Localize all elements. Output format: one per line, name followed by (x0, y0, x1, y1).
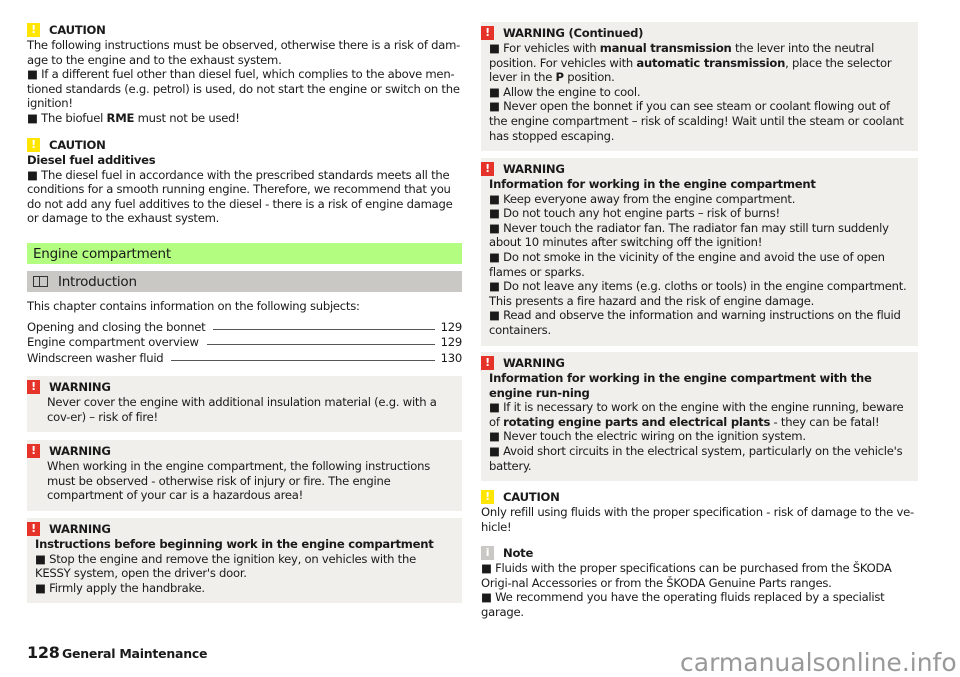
paragraph (489, 429, 910, 444)
exclamation-icon: ! (481, 490, 494, 504)
bold-text: Instructions before beginning work in the engine compartment (35, 537, 434, 551)
note-title: Note (503, 545, 534, 560)
paragraph (489, 308, 910, 337)
paragraph (47, 459, 454, 503)
bold-text: RME (106, 110, 135, 125)
toc-page[interactable]: 129 (440, 319, 462, 334)
warning-header (485, 25, 910, 40)
warning-block (27, 440, 462, 511)
text: the lever into the neutral position. For vehicles with (489, 41, 875, 70)
warning-text (489, 177, 910, 338)
text: ■ Firmly apply the handbrake. (35, 580, 205, 595)
text: ■ Fluids with the proper specifications can be purchased from the ŠKODA Origi-nal Accessories or from the ŠKODA Genuine Parts ranges. (481, 561, 892, 590)
paragraph (481, 505, 918, 534)
caution-header (27, 137, 462, 152)
warning-block (481, 352, 918, 481)
toc-entry[interactable] (27, 318, 462, 334)
exclamation-icon: ! (27, 444, 40, 458)
warning-header (485, 355, 910, 370)
toc-entry[interactable] (27, 334, 462, 350)
warning-title: WARNING (503, 161, 565, 176)
paragraph (489, 444, 910, 473)
text: ■ The biofuel (27, 110, 107, 125)
warning-header (485, 161, 910, 176)
warning-text (35, 459, 454, 503)
bold-text: automatic transmission (636, 55, 786, 70)
paragraph (489, 192, 910, 207)
warning-title: WARNING (49, 521, 111, 536)
toc-label[interactable]: Opening and closing the bonnet (27, 319, 206, 334)
paragraph (489, 371, 910, 400)
paragraph (481, 590, 918, 619)
text: position. (563, 70, 615, 85)
paragraph (489, 279, 910, 308)
paragraph (47, 395, 454, 424)
text: ■ Never touch the radiator fan. The radiator fan may still turn suddenly about 10 minutes after switching off the ignition! (489, 220, 889, 250)
paragraph (489, 206, 910, 221)
text: - they can be fatal! (770, 414, 880, 429)
text: ■ Do not smoke in the vicinity of the engine and avoid the use of open flames or sparks. (489, 249, 885, 279)
text: ■ For vehicles with (489, 41, 600, 55)
toc-leader (213, 329, 434, 330)
text: The following instructions must be observed, otherwise there is a risk of dam-age to the engine and to the exhaust system. (27, 38, 461, 67)
intro-title: Introduction (58, 273, 137, 290)
intro-lead: This chapter contains information on the following subjects: (27, 299, 360, 313)
bold-text: rotating engine parts and electrical plants (503, 414, 771, 429)
caution-title: CAUTION (503, 489, 560, 504)
text: ■ Do not leave any items (e.g. cloths or tools) in the engine compartment. This presents a fire hazard and the risk of engine damage. (489, 279, 907, 308)
paragraph (489, 41, 910, 85)
section-heading (27, 243, 462, 264)
warning-title: WARNING (49, 443, 111, 458)
paragraph (489, 177, 910, 192)
paragraph (27, 38, 462, 67)
toc-leader (171, 360, 434, 361)
warning-text (35, 537, 454, 595)
warning-title: WARNING (49, 379, 111, 394)
toc-label[interactable]: Windscreen washer fluid (27, 350, 164, 365)
warning-text (35, 395, 454, 424)
exclamation-icon: ! (481, 162, 494, 176)
exclamation-icon: ! (27, 23, 40, 37)
toc-entry[interactable] (27, 349, 462, 365)
paragraph (35, 552, 454, 581)
warning-text (489, 371, 910, 473)
toc-label[interactable]: Engine compartment overview (27, 335, 199, 349)
caution-text (27, 153, 462, 226)
text: ■ Keep everyone away from the engine compartment. (489, 191, 796, 206)
footer-section: General Maintenance (62, 646, 208, 661)
text: Only refill using fluids with the proper specification - risk of damage to the ve-hicle! (481, 505, 914, 534)
paragraph (35, 581, 454, 596)
bold-text: P (555, 70, 564, 85)
info-icon: i (481, 546, 494, 560)
text: must not be used! (134, 110, 240, 125)
caution-block (27, 22, 462, 126)
caution-title: CAUTION (49, 22, 106, 37)
text: ■ We recommend you have the operating fluids replaced by a specialist garage. (481, 590, 885, 619)
paragraph (35, 537, 454, 552)
toc-leader (207, 344, 435, 345)
paragraph (489, 250, 910, 279)
text: ■ Never touch the electric wiring on the ignition system. (489, 429, 806, 444)
warning-block (481, 22, 918, 151)
paragraph (489, 221, 910, 250)
text: ■ Never open the bonnet if you can see steam or coolant flowing out of the engine compartment – risk of scalding! Wait until the steam or coolant has stopped escaping. (489, 99, 904, 143)
toc-page[interactable]: 129 (440, 335, 462, 349)
text: ■ Stop the engine and remove the ignition key, on vehicles with the KESSY system, open the driver's door. (35, 551, 416, 581)
caution-text (27, 38, 462, 126)
caution-header (27, 22, 462, 37)
warning-title: WARNING (503, 355, 565, 370)
warning-header (31, 443, 454, 458)
text: ■ If it is necessary to work on the engine with the engine running, beware of (489, 400, 904, 429)
paragraph (27, 153, 462, 168)
caution-title: CAUTION (49, 137, 106, 152)
exclamation-icon: ! (27, 522, 40, 536)
text: ■ Allow the engine to cool. (489, 84, 641, 99)
paragraph (27, 168, 462, 226)
note-text (481, 561, 918, 619)
text: ■ Do not touch any hot engine parts – risk of burns! (489, 206, 780, 221)
text: ■ Avoid short circuits in the electrical system, particularly on the vehicle's battery. (489, 443, 903, 473)
warning-block (481, 158, 918, 346)
text: When working in the engine compartment, the following instructions must be observed - otherwise risk of injury or fire. The engine compartment of your car is a hazardous area! (47, 459, 430, 503)
exclamation-icon: ! (27, 380, 40, 394)
text: ■ If a different fuel other than diesel fuel, which complies to the above men-tioned standards (e.g. petrol) is used, do not start the engine or switch on the ignition! (27, 67, 460, 111)
exclamation-icon: ! (481, 26, 494, 40)
section-title: Engine compartment (33, 246, 171, 262)
caution-header (481, 489, 918, 504)
text: Never cover the engine with additional insulation material (e.g. with a cov-er) – risk of fire! (47, 395, 437, 424)
warning-header (31, 521, 454, 536)
warning-block (27, 518, 462, 603)
note-header (481, 545, 918, 560)
paragraph (27, 67, 462, 111)
caution-text (481, 505, 918, 534)
exclamation-icon: ! (481, 356, 494, 370)
caution-block (27, 137, 462, 226)
intro-heading (27, 271, 462, 292)
exclamation-icon: ! (27, 138, 40, 152)
text: ■ Read and observe the information and warning instructions on the fluid containers. (489, 308, 901, 337)
watermark: carmanualsonline.info (680, 648, 957, 677)
warning-header (31, 379, 454, 394)
caution-block (481, 489, 918, 534)
book-icon (33, 276, 48, 287)
warning-block (27, 376, 462, 432)
text: , place the selector lever in the (489, 55, 892, 85)
bold-text: manual transmission (599, 41, 732, 55)
bold-text: Information for working in the engine compartment (489, 177, 816, 191)
paragraph (489, 99, 910, 143)
toc (27, 318, 462, 365)
note-block (481, 545, 918, 619)
text: ■ The diesel fuel in accordance with the prescribed standards meets all the conditions for a smooth running engine. Therefore, we recommend that you do not add any fuel additives to the diesel - there is a risk of engine damage or damage to the exhaust system. (27, 167, 453, 226)
bold-text: Diesel fuel additives (27, 153, 156, 167)
toc-page[interactable]: 130 (440, 350, 462, 365)
page-number: 128 (27, 643, 60, 662)
warning-title: WARNING (Continued) (503, 25, 644, 40)
paragraph (489, 400, 910, 429)
paragraph (489, 85, 910, 100)
paragraph (27, 111, 462, 126)
warning-text (489, 41, 910, 143)
paragraph (481, 561, 918, 590)
bold-text: Information for working in the engine compartment with the engine run-ning (489, 371, 872, 400)
